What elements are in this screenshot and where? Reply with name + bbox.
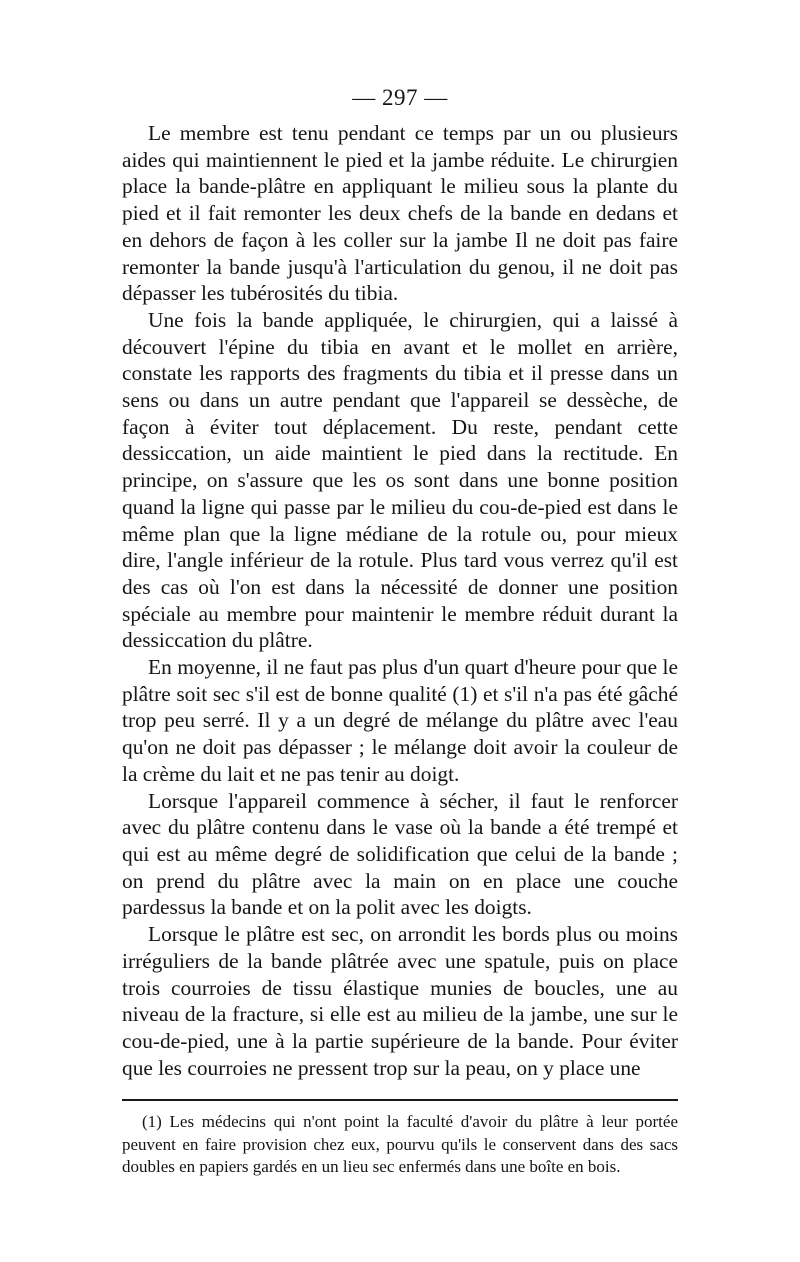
paragraph: Le membre est tenu pendant ce temps par un ou plusieurs aides qui maintiennent le pied et la jambe réduite. Le chirurgien place la bande-plâtre en appliquant le milieu sous la plante du pied et il fait remonter les deux chefs de la bande en dedans et en dehors de façon à les coller sur la jambe Il ne doit pas faire remonter la bande jusqu'à l'articulation du genou, il ne doit pas dépasser les tubérosités du tibia. (122, 121, 678, 306)
paragraph: Lorsque l'appareil commence à sécher, il faut le renforcer avec du plâtre contenu dans le vase où la bande a été trempé et qui est au même degré de solidification que celui de la bande ; on prend du plâtre avec la main on en place une couche pardessus la bande et on la polit avec les doigts. (122, 788, 678, 920)
paragraph: En moyenne, il ne faut pas plus d'un quart d'heure pour que le plâtre soit sec s'il est de bonne qualité (1) et s'il n'a pas été gâché trop peu serré. Il y a un degré de mélange du plâtre avec l'eau qu'on ne doit pas dépasser ; le mélange doit avoir la couleur de la crème du lait et ne pas tenir au doigt. (122, 655, 678, 786)
footnote: (1) Les médecins qui n'ont point la faculté d'avoir du plâtre à leur portée peuvent en faire provision chez eux, pourvu qu'ils le conservent dans des sacs doubles en papiers gardés en un lieu sec enfermés dans une boîte en bois. (122, 1112, 678, 1177)
paragraph: Une fois la bande appliquée, le chirurgien, qui a laissé à découvert l'épine du tibia en avant et le mollet en arrière, constate les rapports des fragments du tibia et il presse dans un sens ou dans un autre pendant que l'appareil se dessèche, de façon à éviter tout déplacement. Du reste, pendant cette dessiccation, un aide maintient le pied dans la rectitude. En principe, on s'assure que les os sont dans une bonne position quand la ligne qui passe par le milieu du cou-de-pied est dans le même plan que la ligne médiane de la rotule ou, pour mieux dire, l'angle inférieur de la rotule. Plus tard vous verrez qu'il est des cas où l'on est dans la nécessité de donner une position spéciale au membre pour maintenir le membre réduit durant la dessiccation du plâtre. (122, 307, 678, 653)
paragraph: Lorsque le plâtre est sec, on arrondit les bords plus ou moins irréguliers de la bande plâtrée avec une spatule, puis on place trois courroies de tissu élastique munies de boucles, une au niveau de la fracture, si elle est au milieu de la jambe, une sur le cou-de-pied, une à la partie supérieure de la bande. Pour éviter que les courroies ne pressent trop sur la peau, on y place une (122, 922, 678, 1080)
footnote-divider (122, 1099, 678, 1101)
main-text (122, 120, 678, 1081)
page-number: — 297 — (352, 85, 448, 110)
book-page (122, 82, 678, 1179)
